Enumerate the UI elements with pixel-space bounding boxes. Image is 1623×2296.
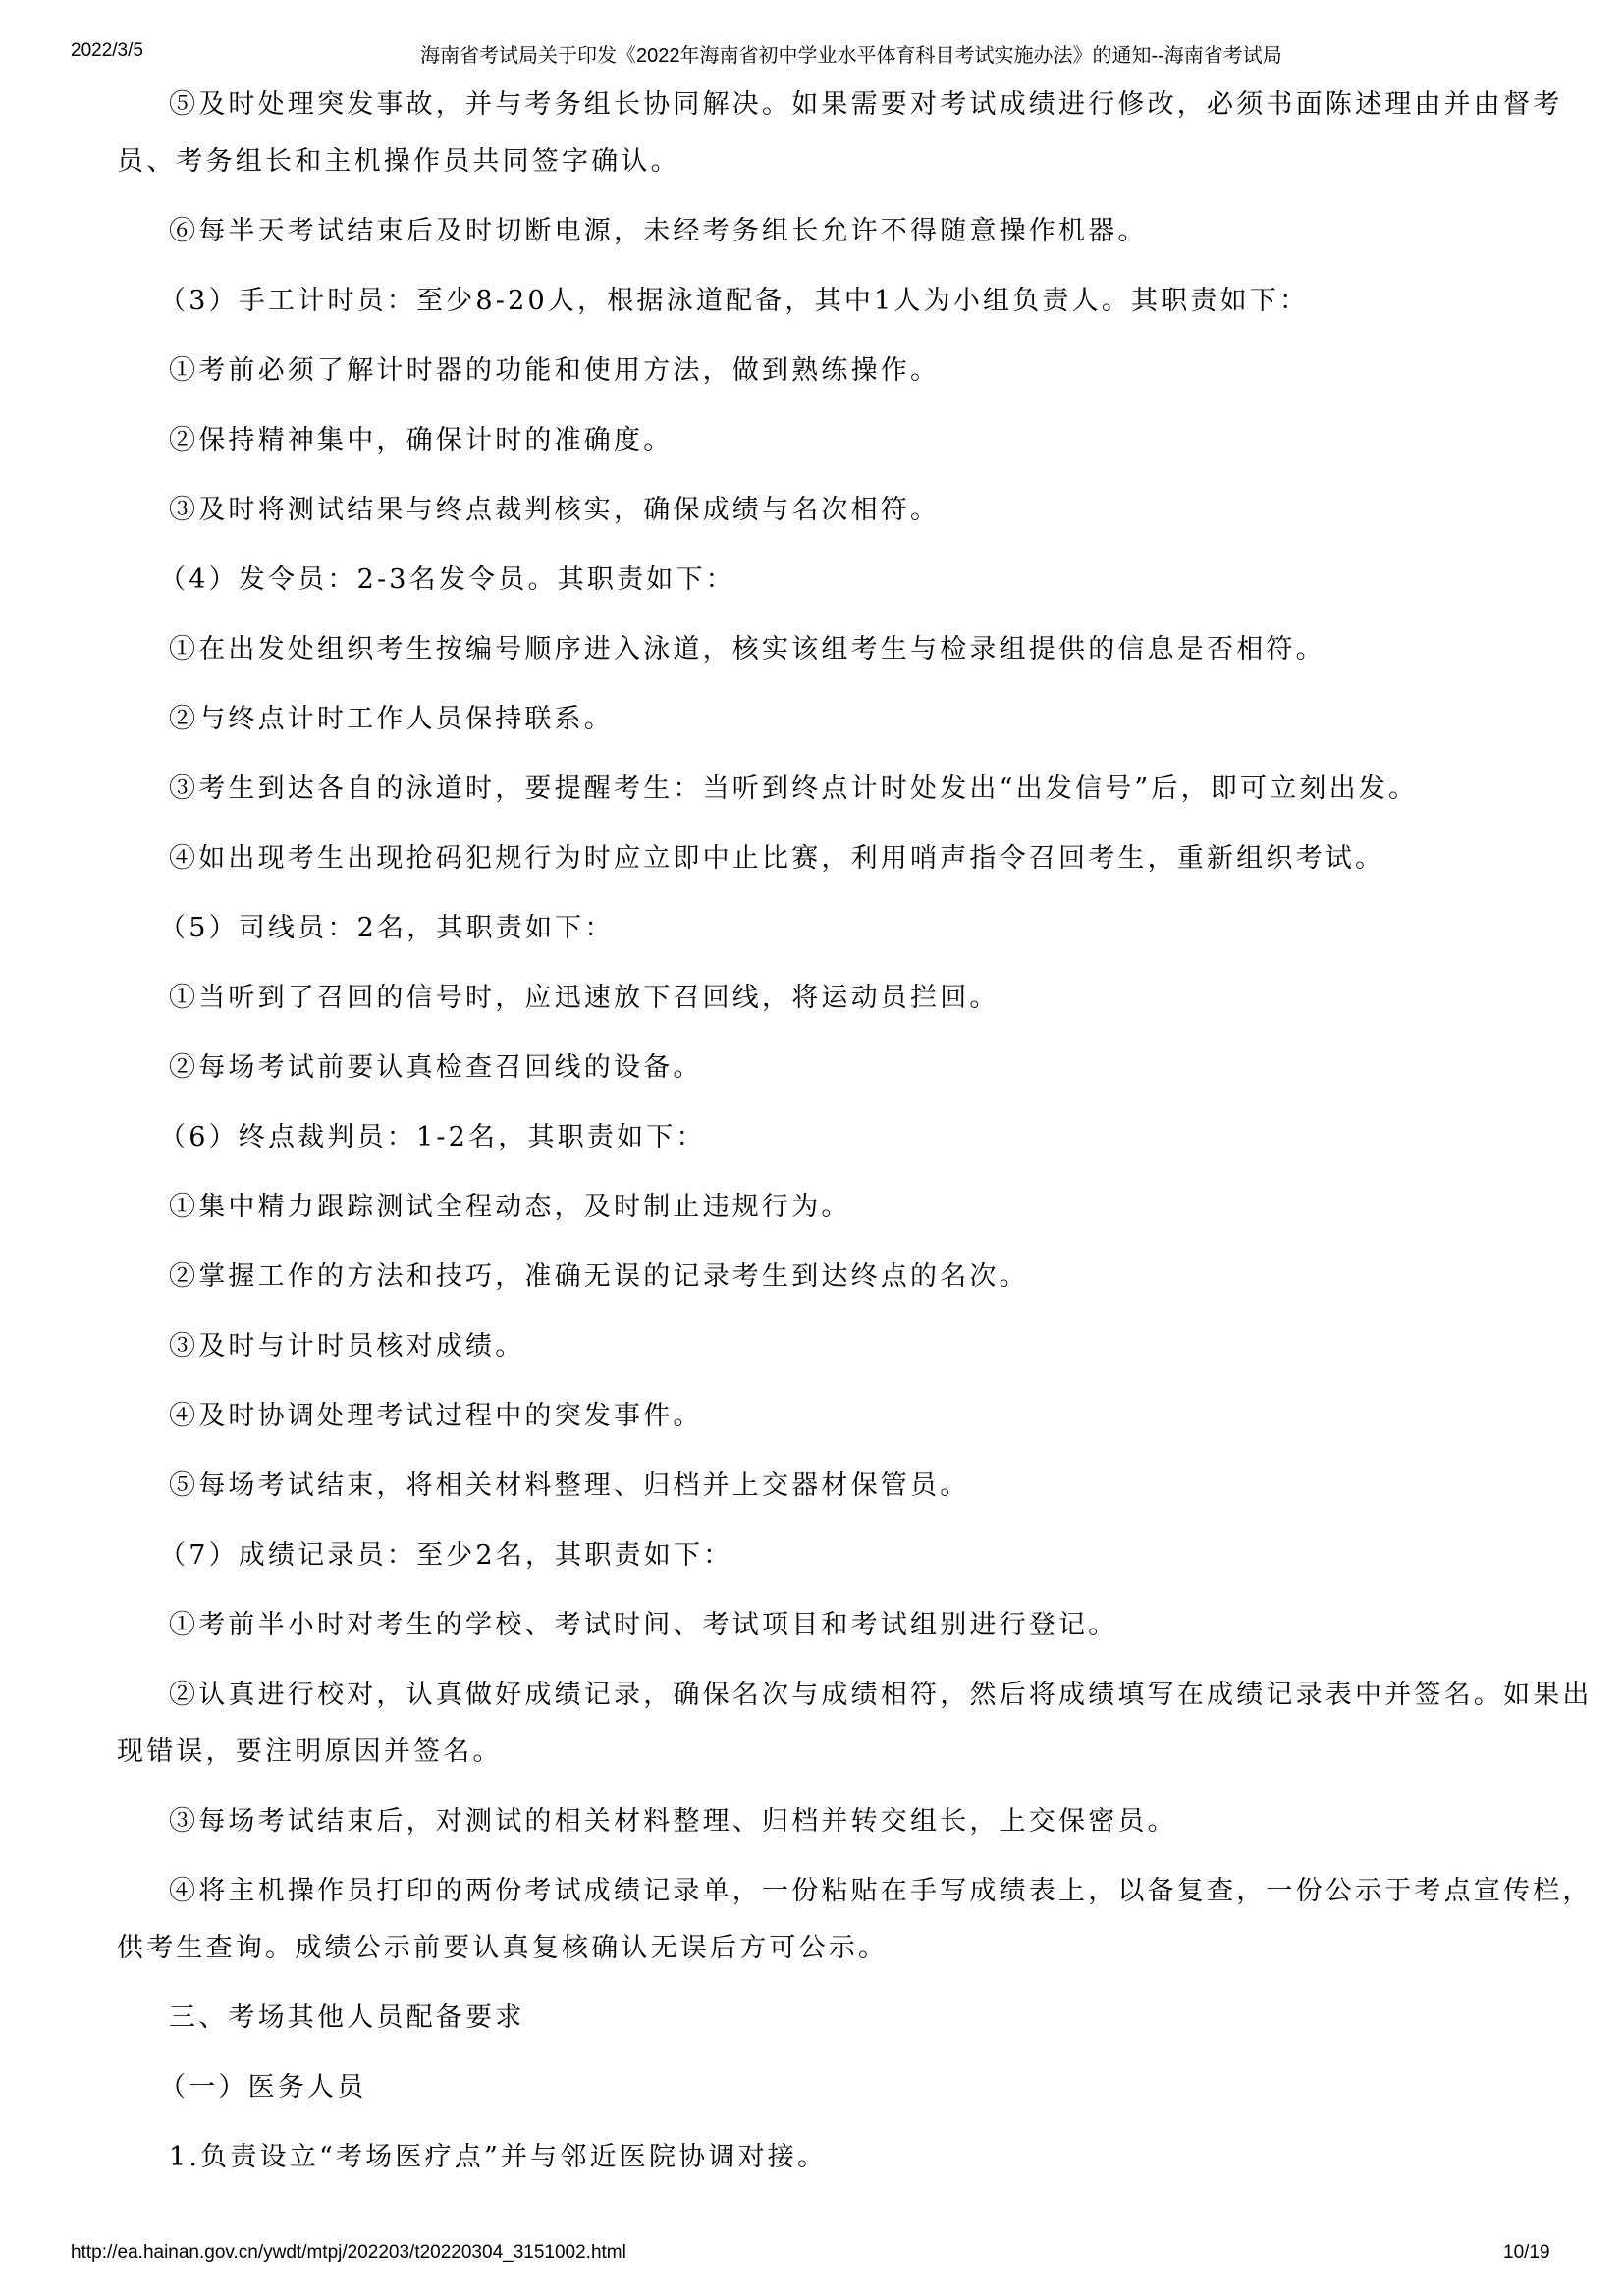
page-url: http://ea.hainan.gov.cn/ywdt/mtpj/202203/t20220304_3151002.html xyxy=(71,2242,626,2263)
section-heading: 三、考场其他人员配备要求 xyxy=(169,2002,525,2033)
paragraph-line: ②与终点计时工作人员保持联系。 xyxy=(169,704,614,734)
paragraph-line: ③每场考试结束后，对测试的相关材料整理、归档并转交组长，上交保密员。 xyxy=(169,1806,1177,1837)
paragraph-line: 供考生查询。成绩公示前要认真复核确认无误后方可公示。 xyxy=(117,1933,889,1963)
paragraph-line: ②每场考试前要认真检查召回线的设备。 xyxy=(169,1052,703,1083)
paragraph-line: （7）成绩记录员：至少2名，其职责如下： xyxy=(159,1540,733,1571)
paragraph-line: （4）发令员：2-3名发令员。其职责如下： xyxy=(159,564,735,595)
paragraph-line: ④及时协调处理考试过程中的突发事件。 xyxy=(169,1401,703,1431)
paragraph-line: 1.负责设立“考场医疗点”并与邻近医院协调对接。 xyxy=(169,2142,828,2172)
paragraph-line: ⑤及时处理突发事故，并与考务组长协同解决。如果需要对考试成绩进行修改，必须书面陈述理由并由督考 xyxy=(169,89,1563,120)
paragraph-line: ①集中精力跟踪测试全程动态，及时制止违规行为。 xyxy=(169,1192,851,1222)
paragraph-line: ④如出现考生出现抢码犯规行为时应立即中止比赛，利用哨声指令召回考生，重新组织考试。 xyxy=(169,843,1385,874)
paragraph-line: ③及时与计时员核对成绩。 xyxy=(169,1331,525,1362)
paragraph-line: ②认真进行校对，认真做好成绩记录，确保名次与成绩相符，然后将成绩填写在成绩记录表中并签名。如果出 xyxy=(169,1680,1593,1710)
paragraph-line: ③考生到达各自的泳道时，要提醒考生：当听到终点计时处发出“出发信号”后，即可立刻出发。 xyxy=(169,774,1419,804)
page-title: 海南省考试局关于印发《2022年海南省初中学业水平体育科目考试实施办法》的通知--海南省考试局 xyxy=(420,45,1282,67)
paragraph-line: 现错误，要注明原因并签名。 xyxy=(117,1736,503,1767)
paragraph-line: ②保持精神集中，确保计时的准确度。 xyxy=(169,425,674,455)
paragraph-line: （6）终点裁判员：1-2名，其职责如下： xyxy=(159,1122,706,1152)
paragraph-line: ③及时将测试结果与终点裁判核实，确保成绩与名次相符。 xyxy=(169,495,941,525)
page-number: 10/19 xyxy=(1503,2242,1550,2263)
subsection-heading: （一）医务人员 xyxy=(159,2072,367,2103)
paragraph-line: ①在出发处组织考生按编号顺序进入泳道，核实该组考生与检录组提供的信息是否相符。 xyxy=(169,634,1325,665)
paragraph-line: ④将主机操作员打印的两份考试成绩记录单，一份粘贴在手写成绩表上，以备复查，一份公示于考点宣传栏， xyxy=(169,1876,1593,1906)
paragraph-line: ⑥每半天考试结束后及时切断电源，未经考务组长允许不得随意操作机器。 xyxy=(169,216,1148,246)
paragraph-line: ①当听到了召回的信号时，应迅速放下召回线，将运动员拦回。 xyxy=(169,983,1000,1013)
paragraph-line: （5）司线员：2名，其职责如下： xyxy=(159,913,615,943)
paragraph-line: ②掌握工作的方法和技巧，准确无误的记录考生到达终点的名次。 xyxy=(169,1261,1029,1292)
paragraph-line: ⑤每场考试结束，将相关材料整理、归档并上交器材保管员。 xyxy=(169,1470,970,1501)
paragraph-line: ①考前必须了解计时器的功能和使用方法，做到熟练操作。 xyxy=(169,355,941,386)
paragraph-line: （3）手工计时员：至少8-20人，根据泳道配备，其中1人为小组负责人。其职责如下： xyxy=(159,286,1310,316)
print-date: 2022/3/5 xyxy=(71,40,143,61)
paragraph-line: ①考前半小时对考生的学校、考试时间、考试项目和考试组别进行登记。 xyxy=(169,1610,1118,1640)
paragraph-line: 员、考务组长和主机操作员共同签字确认。 xyxy=(117,146,680,177)
